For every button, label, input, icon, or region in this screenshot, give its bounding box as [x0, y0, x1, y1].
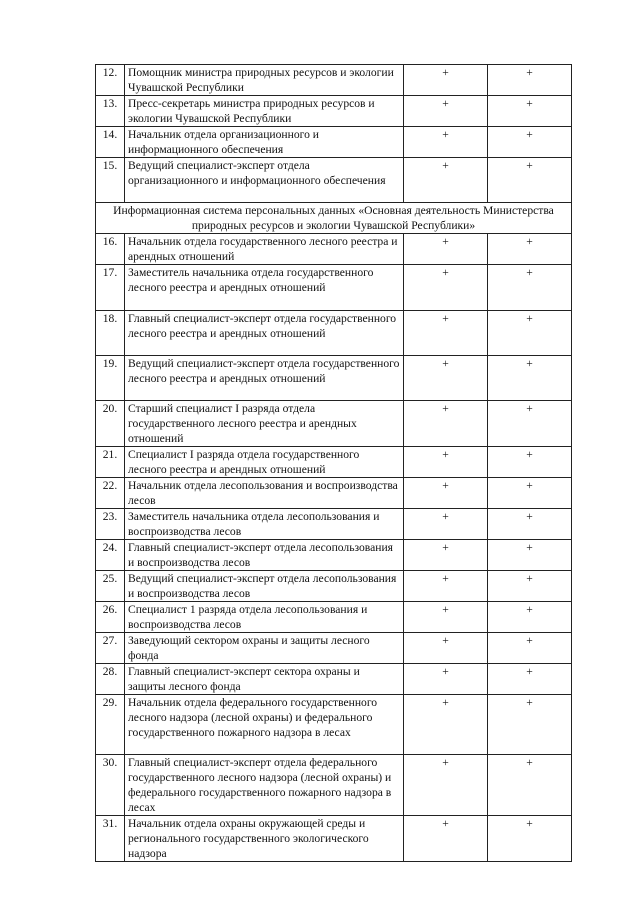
row-number: 19. — [96, 356, 125, 401]
row-number: 28. — [96, 664, 125, 695]
access-mark-1: + — [404, 401, 488, 447]
position-name: Заведующий сектором охраны и защиты лесного фонда — [125, 633, 404, 664]
position-name: Начальник отдела федерального государственного лесного надзора (лесной охраны) и федерального государственного пожарного надзора в лесах — [125, 695, 404, 755]
access-mark-1: + — [404, 602, 488, 633]
access-mark-2: + — [488, 401, 572, 447]
row-number: 29. — [96, 695, 125, 755]
access-mark-1: + — [404, 633, 488, 664]
access-mark-2: + — [488, 816, 572, 862]
row-number: 24. — [96, 540, 125, 571]
personnel-access-table — [95, 64, 572, 862]
position-name: Начальник отдела организационного и информационного обеспечения — [125, 127, 404, 158]
position-name: Ведущий специалист-эксперт отдела лесопользования и воспроизводства лесов — [125, 571, 404, 602]
row-number: 26. — [96, 602, 125, 633]
access-mark-1: + — [404, 311, 488, 356]
access-mark-2: + — [488, 602, 572, 633]
table-row — [96, 602, 572, 633]
access-mark-2: + — [488, 356, 572, 401]
row-number: 20. — [96, 401, 125, 447]
row-number: 14. — [96, 127, 125, 158]
table-row — [96, 540, 572, 571]
table-row — [96, 664, 572, 695]
access-mark-1: + — [404, 695, 488, 755]
access-mark-2: + — [488, 311, 572, 356]
row-number: 27. — [96, 633, 125, 664]
table-row — [96, 447, 572, 478]
access-mark-2: + — [488, 96, 572, 127]
access-mark-2: + — [488, 127, 572, 158]
position-name: Старший специалист I разряда отдела государственного лесного реестра и арендных отношений — [125, 401, 404, 447]
position-name: Заместитель начальника отдела лесопользования и воспроизводства лесов — [125, 509, 404, 540]
access-mark-2: + — [488, 664, 572, 695]
access-mark-2: + — [488, 447, 572, 478]
table-row — [96, 509, 572, 540]
access-mark-1: + — [404, 664, 488, 695]
position-name: Ведущий специалист-эксперт отдела государственного лесного реестра и арендных отношений — [125, 356, 404, 401]
access-mark-2: + — [488, 509, 572, 540]
section-heading: Информационная система персональных данных «Основная деятельность Министерства природных ресурсов и экологии Чувашской Республики» — [96, 203, 572, 234]
row-number: 15. — [96, 158, 125, 203]
row-number: 31. — [96, 816, 125, 862]
row-number: 22. — [96, 478, 125, 509]
position-name: Начальник отдела государственного лесного реестра и арендных отношений — [125, 234, 404, 265]
table-row — [96, 234, 572, 265]
table-row — [96, 65, 572, 96]
access-mark-1: + — [404, 571, 488, 602]
section-row — [96, 203, 572, 234]
row-number: 16. — [96, 234, 125, 265]
position-name: Пресс-секретарь министра природных ресурсов и экологии Чувашской Республики — [125, 96, 404, 127]
row-number: 12. — [96, 65, 125, 96]
access-mark-2: + — [488, 695, 572, 755]
table-row — [96, 633, 572, 664]
row-number: 21. — [96, 447, 125, 478]
access-mark-1: + — [404, 540, 488, 571]
table-row — [96, 571, 572, 602]
position-name: Ведущий специалист-эксперт отдела организационного и информационного обеспечения — [125, 158, 404, 203]
table-row — [96, 127, 572, 158]
position-name: Главный специалист-эксперт отдела федерального государственного лесного надзора (лесной охраны) и федерального государственного пожарного надзора в лесах — [125, 755, 404, 816]
access-mark-2: + — [488, 540, 572, 571]
table-row — [96, 755, 572, 816]
access-mark-1: + — [404, 755, 488, 816]
access-mark-2: + — [488, 265, 572, 311]
position-name: Начальник отдела лесопользования и воспроизводства лесов — [125, 478, 404, 509]
table-row — [96, 356, 572, 401]
table-row — [96, 401, 572, 447]
access-mark-2: + — [488, 65, 572, 96]
access-mark-1: + — [404, 509, 488, 540]
access-mark-1: + — [404, 265, 488, 311]
table-row — [96, 158, 572, 203]
row-number: 30. — [96, 755, 125, 816]
table-row — [96, 265, 572, 311]
access-mark-2: + — [488, 158, 572, 203]
access-mark-2: + — [488, 755, 572, 816]
access-mark-1: + — [404, 447, 488, 478]
position-name: Начальник отдела охраны окружающей среды и регионального государственного экологического надзора — [125, 816, 404, 862]
row-number: 18. — [96, 311, 125, 356]
row-number: 13. — [96, 96, 125, 127]
access-mark-1: + — [404, 478, 488, 509]
position-name: Главный специалист-эксперт сектора охраны и защиты лесного фонда — [125, 664, 404, 695]
access-mark-1: + — [404, 158, 488, 203]
row-number: 23. — [96, 509, 125, 540]
row-number: 17. — [96, 265, 125, 311]
access-mark-2: + — [488, 234, 572, 265]
table-row — [96, 695, 572, 755]
position-name: Специалист I разряда отдела государственного лесного реестра и арендных отношений — [125, 447, 404, 478]
access-mark-1: + — [404, 356, 488, 401]
access-mark-2: + — [488, 478, 572, 509]
table-row — [96, 96, 572, 127]
access-mark-1: + — [404, 65, 488, 96]
position-name: Главный специалист-эксперт отдела государственного лесного реестра и арендных отношений — [125, 311, 404, 356]
table-row — [96, 816, 572, 862]
access-mark-2: + — [488, 571, 572, 602]
access-mark-1: + — [404, 127, 488, 158]
row-number: 25. — [96, 571, 125, 602]
position-name: Помощник министра природных ресурсов и экологии Чувашской Республики — [125, 65, 404, 96]
table-row — [96, 478, 572, 509]
access-mark-1: + — [404, 96, 488, 127]
position-name: Главный специалист-эксперт отдела лесопользования и воспроизводства лесов — [125, 540, 404, 571]
table-row — [96, 311, 572, 356]
access-mark-1: + — [404, 234, 488, 265]
access-mark-1: + — [404, 816, 488, 862]
position-name: Заместитель начальника отдела государственного лесного реестра и арендных отношений — [125, 265, 404, 311]
position-name: Специалист 1 разряда отдела лесопользования и воспроизводства лесов — [125, 602, 404, 633]
access-mark-2: + — [488, 633, 572, 664]
